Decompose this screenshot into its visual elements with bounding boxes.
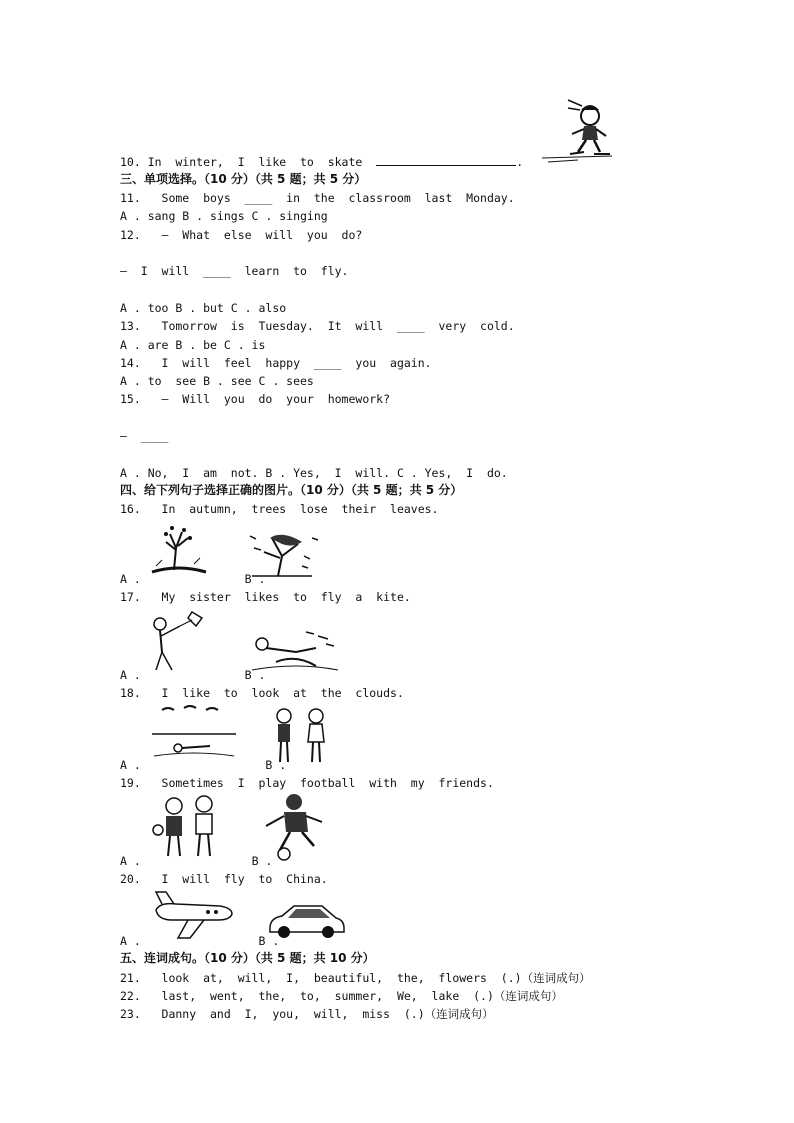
question-14: 14. I will feel happy ____ you again. bbox=[120, 356, 432, 370]
question-12-options: A . too B . but C . also bbox=[120, 301, 287, 315]
answer-blank[interactable] bbox=[376, 155, 516, 166]
option-b-label[interactable]: B . bbox=[244, 572, 266, 586]
question-20: 20. I will fly to China. bbox=[120, 872, 328, 886]
question-15-options: A . No, I am not. B . Yes, I will. C . Yes, I do. bbox=[120, 466, 508, 480]
question-11-options: A . sang B . sings C . singing bbox=[120, 209, 328, 223]
question-18: 18. I like to look at the clouds. bbox=[120, 686, 404, 700]
q17-option-b-lying-boy-image[interactable] bbox=[246, 626, 342, 674]
question-13: 13. Tomorrow is Tuesday. It will ____ very cold. bbox=[120, 319, 515, 333]
q19-option-a-basketball-kids-image[interactable] bbox=[150, 794, 226, 860]
question-15: 15. — Will you do your homework? bbox=[120, 392, 391, 406]
question-22: 22. last, went, the, to, summer, We, lake (.)（连词成句） bbox=[120, 989, 563, 1003]
skating-boy-image bbox=[538, 96, 616, 164]
question-23: 23. Danny and I, you, will, miss (.)（连词成句） bbox=[120, 1007, 494, 1021]
question-11: 11. Some boys ____ in the classroom last Monday. bbox=[120, 191, 515, 205]
q19-option-b-football-player-image[interactable] bbox=[254, 792, 330, 862]
question-19: 19. Sometimes I play football with my friends. bbox=[120, 776, 494, 790]
question-10 bbox=[120, 155, 523, 169]
option-b-label[interactable]: B . bbox=[251, 854, 273, 868]
question-13-options: A . are B . be C . is bbox=[120, 338, 266, 352]
q17-labels bbox=[120, 668, 265, 682]
question-15-answer: — ____ bbox=[120, 429, 169, 443]
question-14-options: A . to see B . see C . sees bbox=[120, 374, 314, 388]
option-a-label[interactable]: A . bbox=[120, 854, 141, 868]
q16-labels bbox=[120, 572, 265, 586]
question-21: 21. look at, will, I, beautiful, the, flowers (.)（连词成句） bbox=[120, 971, 591, 985]
question-12: 12. — What else will you do? bbox=[120, 228, 363, 242]
section-3-title: 三、单项选择。（10 分）（共 5 题；共 5 分） bbox=[120, 172, 367, 186]
section-5-title: 五、连词成句。（10 分）（共 5 题；共 10 分） bbox=[120, 951, 375, 965]
section-4-title: 四、给下列句子选择正确的图片。（10 分）（共 5 题；共 5 分） bbox=[120, 483, 463, 497]
question-12-answer: — I will ____ learn to fly. bbox=[120, 264, 349, 278]
option-b-label[interactable]: B . bbox=[244, 668, 266, 682]
option-a-label[interactable]: A . bbox=[120, 934, 141, 948]
question-17: 17. My sister likes to fly a kite. bbox=[120, 590, 411, 604]
q10-text: 10. In winter, I like to skate bbox=[120, 155, 363, 169]
option-a-label[interactable]: A . bbox=[120, 668, 141, 682]
q18-option-a-clouds-image[interactable] bbox=[148, 700, 240, 762]
option-a-label[interactable]: A . bbox=[120, 758, 141, 772]
q16-option-a-tree-image[interactable] bbox=[148, 520, 208, 576]
question-16: 16. In autumn, trees lose their leaves. bbox=[120, 502, 439, 516]
q20-labels bbox=[120, 934, 279, 948]
q18-labels bbox=[120, 758, 286, 772]
option-b-label[interactable]: B . bbox=[265, 758, 287, 772]
q19-labels bbox=[120, 854, 272, 868]
q10-end: . bbox=[516, 155, 524, 169]
q17-option-a-girl-kite-image[interactable] bbox=[146, 608, 216, 676]
option-b-label[interactable]: B . bbox=[258, 934, 280, 948]
option-a-label[interactable]: A . bbox=[120, 572, 141, 586]
